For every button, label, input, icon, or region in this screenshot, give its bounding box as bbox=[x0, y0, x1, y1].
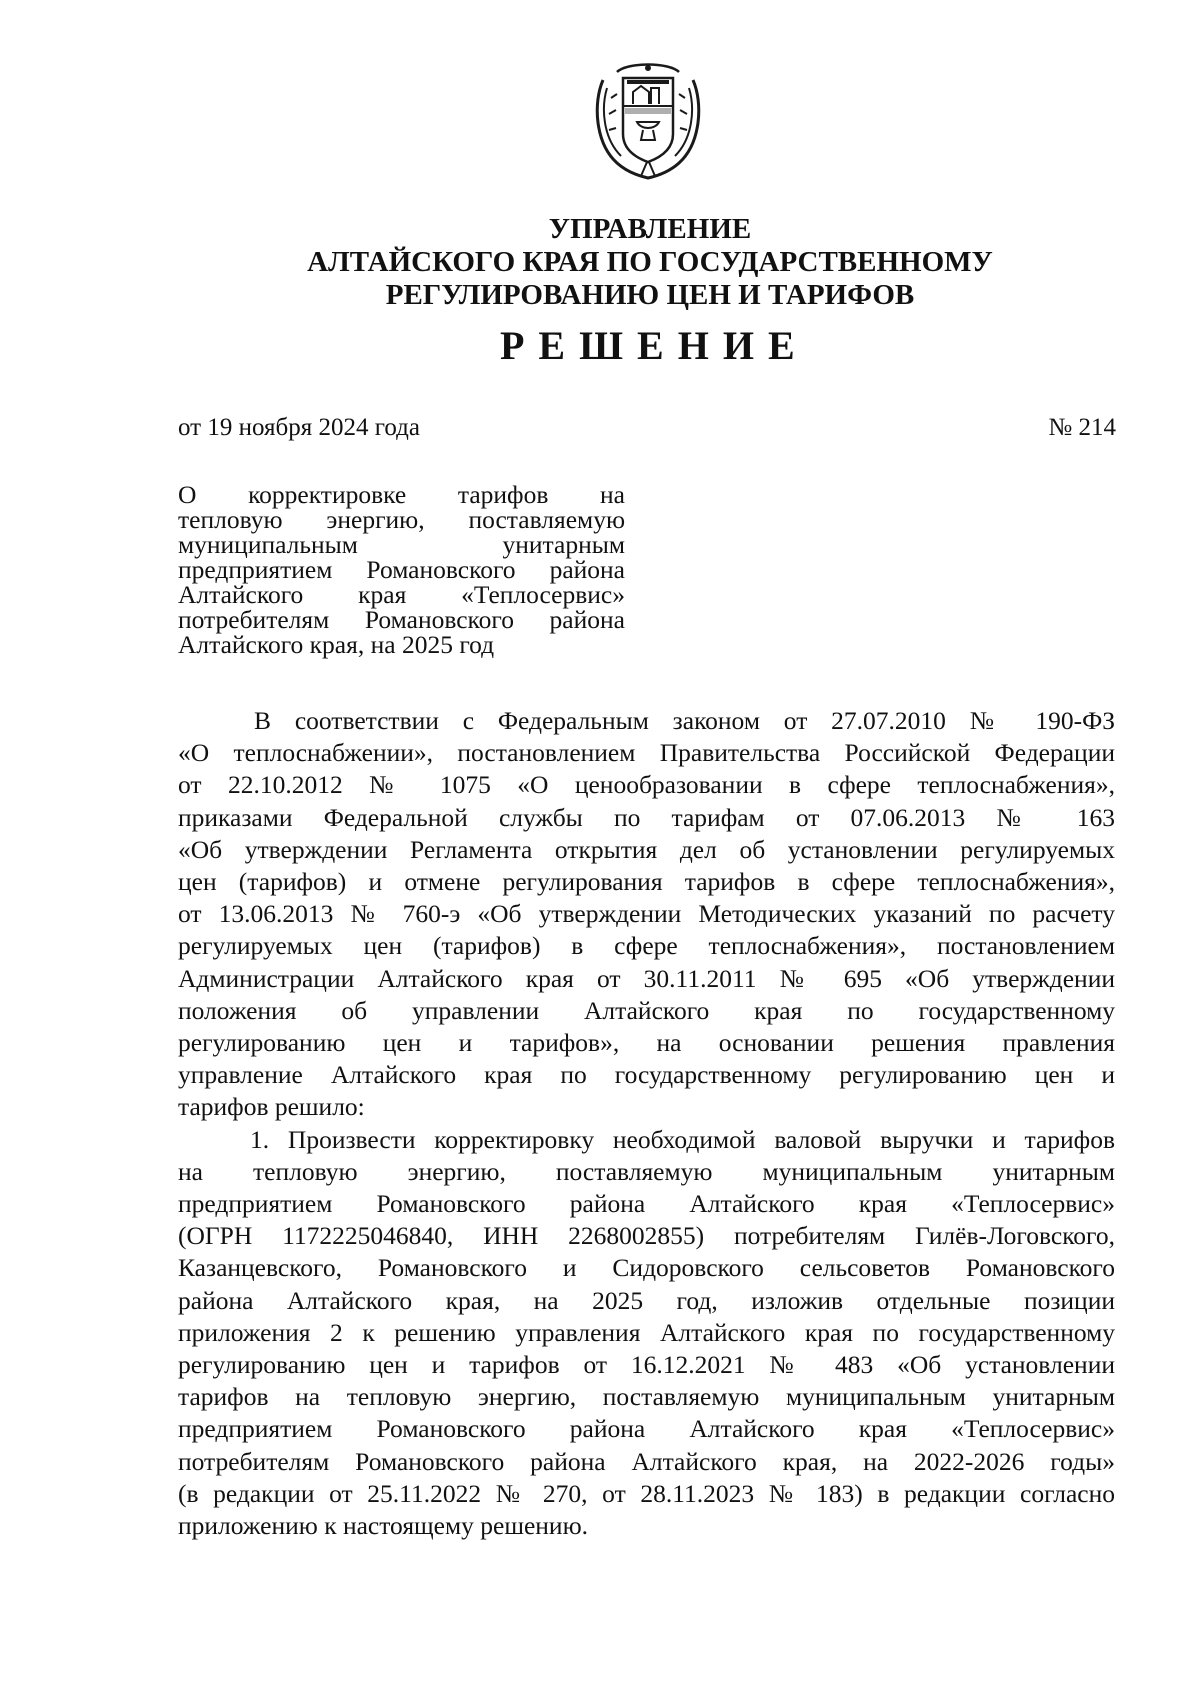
body-line: «Об утверждении Регламента открытия дел об установлении регулируемых bbox=[178, 834, 1115, 864]
subject-line: тепловую энергию, поставляемую bbox=[178, 505, 625, 534]
body-line: предприятием Романовского района Алтайского края «Теплосервис» bbox=[178, 1189, 1115, 1219]
org-line-3: РЕГУЛИРОВАНИЮ ЦЕН И ТАРИФОВ bbox=[385, 279, 915, 311]
body-line: регулированию цен и тарифов от 16.12.2021 № 483 «Об установлении bbox=[178, 1350, 1115, 1380]
subject-line: О корректировке тарифов на bbox=[178, 480, 625, 509]
body-line: «О теплоснабжении», постановлением Правительства Российской Федерации bbox=[178, 738, 1115, 768]
body-line: от 22.10.2012 № 1075 «О ценообразовании в сфере теплоснабжения», bbox=[178, 770, 1115, 800]
body-line: приказами Федеральной службы по тарифам от 07.06.2013 № 163 bbox=[178, 802, 1115, 832]
subject-line: Алтайского края, на 2025 год bbox=[178, 630, 495, 659]
body-line: управление Алтайского края по государственному регулированию цен и bbox=[178, 1060, 1115, 1090]
body-line: предприятием Романовского района Алтайского края «Теплосервис» bbox=[178, 1414, 1115, 1444]
body-line: приложения 2 к решению управления Алтайского края по государственному bbox=[178, 1317, 1115, 1347]
document-number: № 214 bbox=[1048, 414, 1116, 441]
body-line: приложению к настоящему решению. bbox=[178, 1511, 589, 1541]
coat-of-arms-icon bbox=[587, 58, 709, 186]
subject-line: предприятием Романовского района bbox=[178, 555, 625, 584]
body-line: тарифов на тепловую энергию, поставляемую муниципальным унитарным bbox=[178, 1382, 1115, 1412]
body-line: от 13.06.2013 № 760-э «Об утверждении Методических указаний по расчету bbox=[178, 899, 1115, 929]
document-date: от 19 ноября 2024 года bbox=[178, 414, 420, 441]
body-line: В соответствии с Федеральным законом от 27.07.2010 № 190-ФЗ bbox=[254, 706, 1115, 735]
body-line: регулированию цен и тарифов», на основании решения правления bbox=[178, 1028, 1115, 1058]
body-line: цен (тарифов) и отмене регулирования тарифов в сфере теплоснабжения», bbox=[178, 867, 1115, 897]
body-line: регулируемых цен (тарифов) в сфере теплоснабжения», постановлением bbox=[178, 931, 1115, 961]
subject-line: муниципальным унитарным bbox=[178, 530, 625, 559]
body-line: Казанцевского, Романовского и Сидоровского сельсоветов Романовского bbox=[178, 1253, 1115, 1283]
body-line: (ОГРН 1172225046840, ИНН 2268002855) потребителям Гилёв-Логовского, bbox=[178, 1221, 1115, 1251]
body-line: тарифов решило: bbox=[178, 1092, 365, 1122]
body-line: на тепловую энергию, поставляемую муниципальным унитарным bbox=[178, 1156, 1115, 1186]
document-type-title: РЕШЕНИЕ bbox=[500, 323, 809, 368]
body-line: потребителям Романовского района Алтайского края, на 2022-2026 годы» bbox=[178, 1446, 1115, 1476]
body-line: положения об управлении Алтайского края по государственному bbox=[178, 995, 1115, 1025]
subject-line: Алтайского края «Теплосервис» bbox=[178, 580, 625, 609]
document-subject bbox=[178, 482, 625, 657]
subject-line: потребителям Романовского района bbox=[178, 605, 625, 634]
document-body bbox=[178, 705, 1115, 1542]
body-line: Администрации Алтайского края от 30.11.2011 № 695 «Об утверждении bbox=[178, 963, 1115, 993]
body-line: района Алтайского края, на 2025 год, изложив отдельные позиции bbox=[178, 1285, 1115, 1315]
org-line-1: УПРАВЛЕНИЕ bbox=[548, 213, 752, 245]
body-line: (в редакции от 25.11.2022 № 270, от 28.11.2023 № 183) в редакции согласно bbox=[178, 1478, 1115, 1508]
org-line-2: АЛТАЙСКОГО КРАЯ ПО ГОСУДАРСТВЕННОМУ bbox=[307, 246, 993, 278]
issuing-authority bbox=[300, 213, 1000, 312]
body-line: 1. Произвести корректировку необходимой валовой выручки и тарифов bbox=[250, 1124, 1115, 1154]
